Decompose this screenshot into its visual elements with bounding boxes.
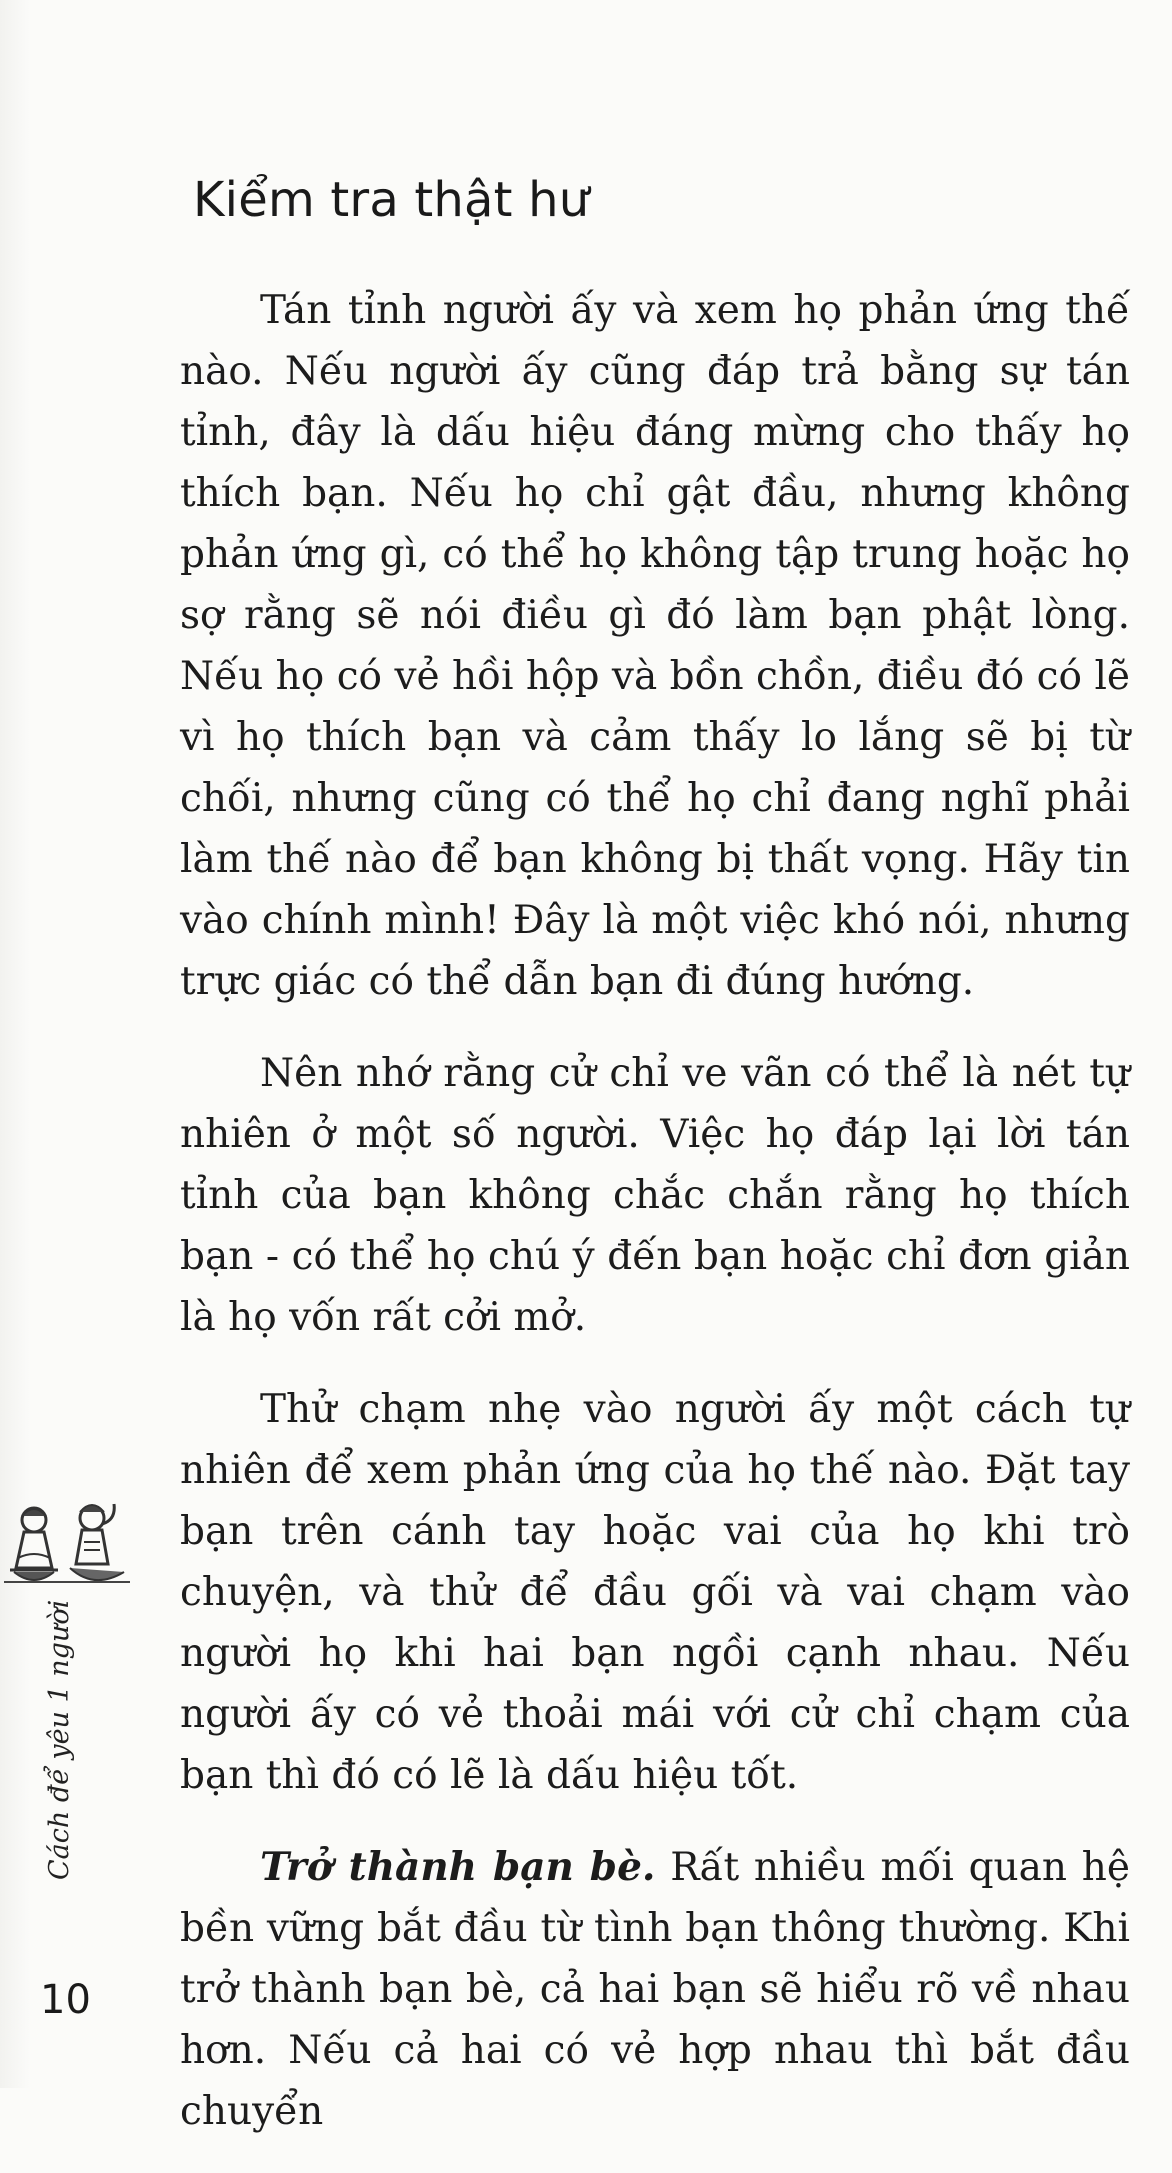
- paragraph-friendship-text: Rất nhiều mối quan hệ bền vững bắt đầu từ tình bạn thông thường. Khi trở thành bạn bè, cả hai bạn sẽ hiểu rõ về nhau hơn. Nếu cả hai có vẻ hợp nhau thì bắt đầu chuyển: [180, 1845, 1130, 2134]
- paragraph-flirting: Tán tỉnh người ấy và xem họ phản ứng thế nào. Nếu người ấy cũng đáp trả bằng sự tán tỉnh, đây là dấu hiệu đáng mừng cho thấy họ thích bạn. Nếu họ chỉ gật đầu, nhưng không phản ứng gì, có thể họ không tập trung hoặc họ sợ rằng sẽ nói điều gì đó làm bạn phật lòng. Nếu họ có vẻ hồi hộp và bồn chồn, điều đó có lẽ vì họ thích bạn và cảm thấy lo lắng sẽ bị từ chối, nhưng cũng có thể họ chỉ đang nghĩ phải làm thế nào để bạn không bị thất vọng. Hãy tin vào chính mình! Đây là một việc khó nói, nhưng trực giác có thể dẫn bạn đi đúng hướng.: [180, 288, 1130, 1004]
- page-number: 10: [40, 1977, 91, 2023]
- section-heading: Kiểm tra thật hư: [193, 172, 590, 228]
- running-title: Cách để yêu 1 người: [44, 1599, 75, 1880]
- paragraph-touch: Thử chạm nhẹ vào người ấy một cách tự nhiên để xem phản ứng của họ thế nào. Đặt tay bạn trên cánh tay hoặc vai của họ khi trò chuyện, và thử để đầu gối và vai chạm vào người họ khi hai bạn ngồi cạnh nhau. Nếu người ấy có vẻ thoải mái với cử chỉ chạm của bạn thì đó có lẽ là dấu hiệu tốt.: [180, 1387, 1130, 1798]
- paragraph-lead-phrase: Trở thành bạn bè.: [260, 1844, 656, 1890]
- couple-sitting-illustration: [4, 1498, 130, 1590]
- body-text: [180, 280, 1130, 2173]
- paragraph-friendship: [180, 1837, 1130, 2142]
- paragraph-natural-flirt: Nên nhớ rằng cử chỉ ve vãn có thể là nét tự nhiên ở một số người. Việc họ đáp lại lời tán tỉnh của bạn không chắc chắn rằng họ thích bạn - có thể họ chú ý đến bạn hoặc chỉ đơn giản là họ vốn rất cởi mở.: [180, 1051, 1130, 1340]
